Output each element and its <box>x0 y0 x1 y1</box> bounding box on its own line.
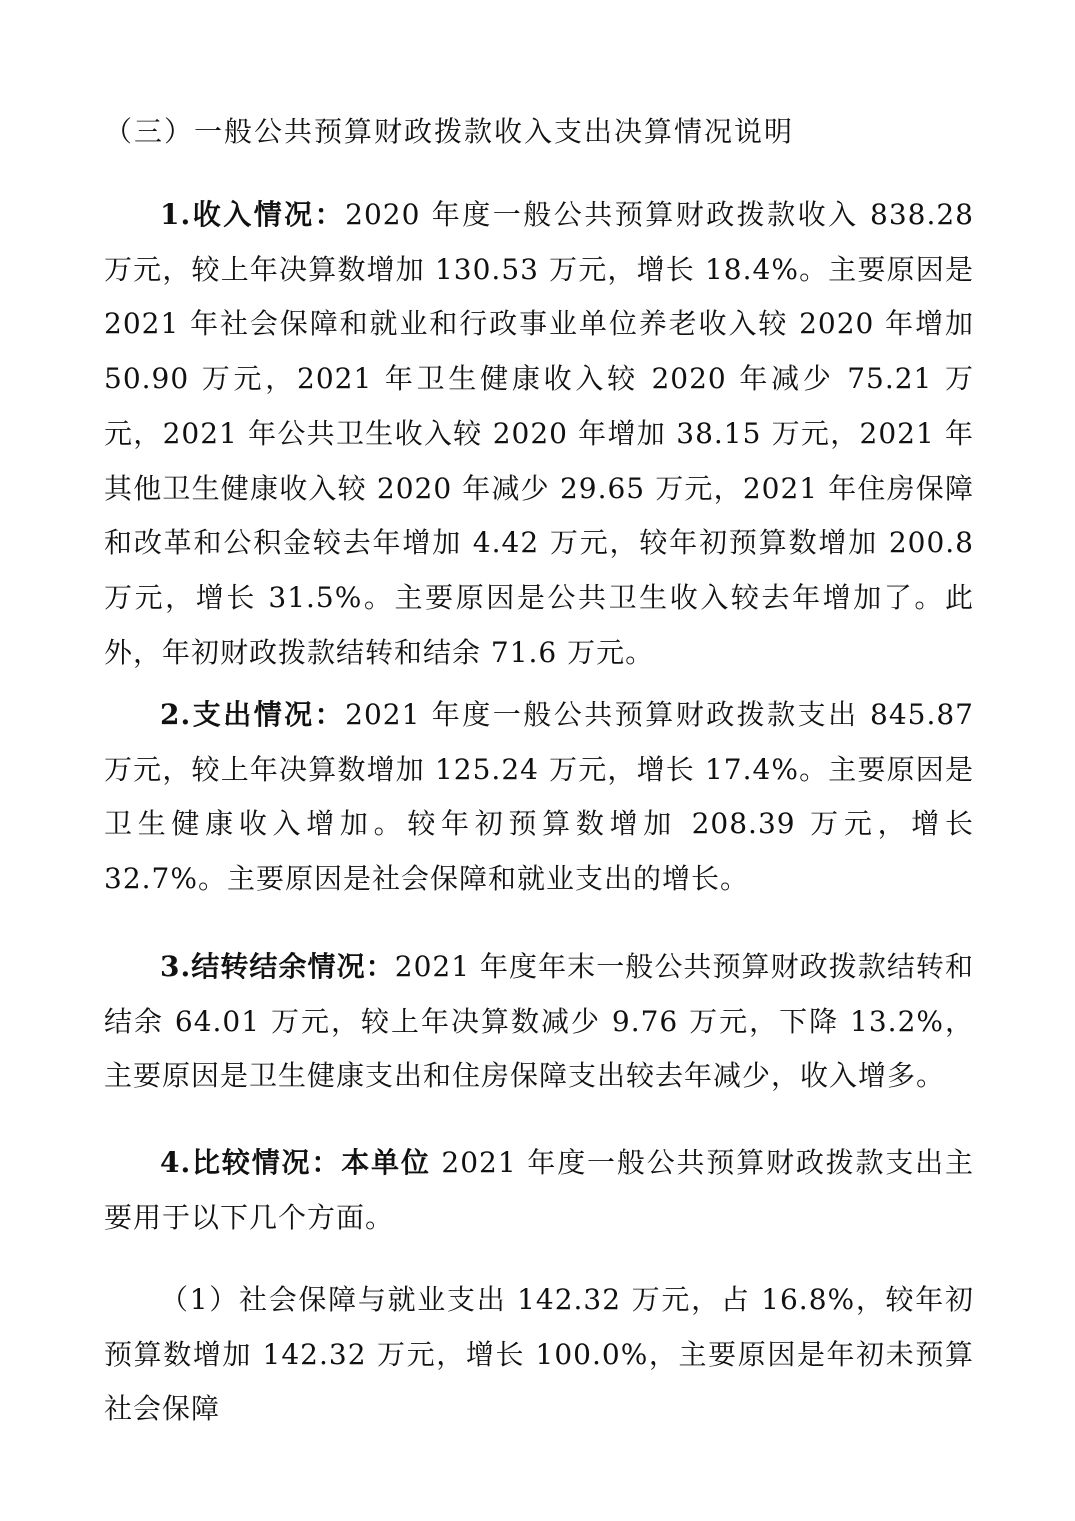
comparison-paragraph <box>104 1136 974 1245</box>
item-1-body: （1）社会保障与就业支出 142.32 万元，占 16.8%，较年初预算数增加 142.32 万元，增长 100.0%，主要原因是年初未预算社会保障 <box>104 1283 974 1426</box>
income-body: 2020 年度一般公共预算财政拨款收入 838.28 万元，较上年决算数增加 130.53 万元，增长 18.4%。主要原因是 2021 年社会保障和就业和行政事业单位养老收入较 2020 年增加 50.90 万元，2021 年卫生健康收入较 2020 年减少 75.21 万元，2021 年公共卫生收入较 2020 年增加 38.15 万元，2021 年其他卫生健康收入较 2020 年减少 29.65 万元，2021 年住房保障和改革和公积金较去年增加 4.42 万元，较年初预算数增加 200.8 万元，增长 31.5%。主要原因是公共卫生收入较去年增加了。此外，年初财政拨款结转和结余 71.6 万元。 <box>104 198 974 669</box>
carryover-paragraph <box>104 940 974 1104</box>
comparison-lead: 4.比较情况： <box>160 1146 342 1179</box>
income-lead: 1.收入情况： <box>160 198 346 231</box>
expense-paragraph <box>104 688 974 907</box>
item-1-paragraph <box>104 1273 974 1437</box>
expense-body: 2021 年度一般公共预算财政拨款支出 845.87 万元，较上年决算数增加 125.24 万元，增长 17.4%。主要原因是卫生健康收入增加。较年初预算数增加 208.39 万元，增长 32.7%。主要原因是社会保障和就业支出的增长。 <box>104 698 974 896</box>
expense-lead: 2.支出情况： <box>160 698 346 731</box>
section-title: （三）一般公共预算财政拨款收入支出决算情况说明 <box>104 115 795 148</box>
comparison-body: 2021 年度一般公共预算财政拨款支出主要用于以下几个方面。 <box>104 1146 974 1234</box>
carryover-lead: 3.结转结余情况： <box>160 950 395 983</box>
income-paragraph <box>104 188 974 680</box>
carryover-body: 2021 年度年末一般公共预算财政拨款结转和结余 64.01 万元，较上年决算数减少 9.76 万元，下降 13.2%，主要原因是卫生健康支出和住房保障支出较去年减少，收入增多。 <box>104 950 974 1093</box>
comparison-subject: 本单位 <box>341 1146 431 1179</box>
